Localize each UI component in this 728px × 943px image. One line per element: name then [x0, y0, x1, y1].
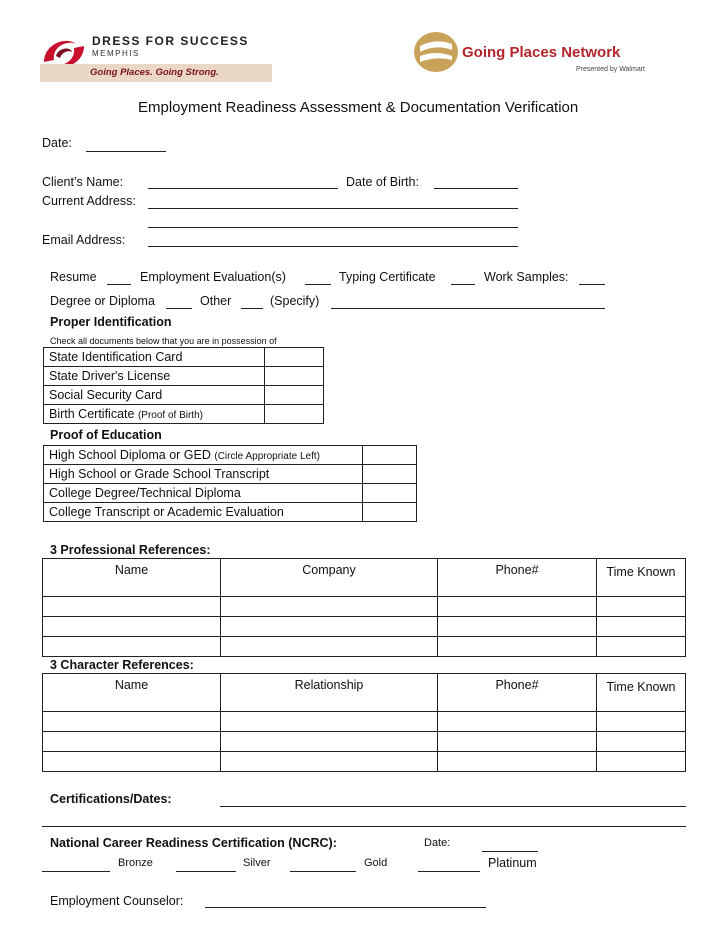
table-header-row: [43, 559, 686, 597]
id-item: State Driver's License: [44, 367, 265, 386]
table-row: [44, 386, 324, 405]
table-row: [43, 732, 686, 752]
specify-label: (Specify): [270, 294, 320, 308]
gpn-emblem-icon: [412, 30, 460, 74]
silver-label: Silver: [243, 857, 271, 869]
address-field-1[interactable]: [148, 208, 518, 209]
edu-item: High School Diploma or GED: [49, 448, 211, 462]
dfs-sub: MEMPHIS: [92, 49, 140, 58]
work-samples-blank[interactable]: [579, 284, 605, 285]
platinum-blank[interactable]: [418, 871, 480, 872]
birth-note: (Proof of Birth): [137, 410, 203, 421]
col-company: Company: [221, 559, 438, 597]
proper-id-heading: Proper Identification: [50, 315, 172, 329]
col-phone: Phone#: [438, 674, 597, 712]
edu-check-box[interactable]: [363, 503, 417, 522]
address-field-2[interactable]: [148, 227, 518, 228]
address-label: Current Address:: [42, 194, 136, 208]
ncrc-date-field[interactable]: [482, 851, 538, 852]
dob-label: Date of Birth:: [346, 175, 419, 189]
counselor-label: Employment Counselor:: [50, 894, 184, 908]
email-label: Email Address:: [42, 233, 126, 247]
table-row: [43, 712, 686, 732]
gpn-brand: Going Places Network: [462, 44, 621, 61]
table-row: [44, 465, 417, 484]
prof-refs-heading: 3 Professional References:: [50, 543, 211, 557]
degree-blank[interactable]: [166, 308, 192, 309]
col-relationship: Relationship: [221, 674, 438, 712]
dob-field[interactable]: [434, 188, 518, 189]
col-name: Name: [43, 674, 221, 712]
table-row: [44, 405, 324, 424]
education-table: [43, 445, 417, 522]
date-label: Date:: [42, 136, 72, 150]
silver-blank[interactable]: [176, 871, 236, 872]
table-row: [43, 617, 686, 637]
edu-item: High School or Grade School Transcript: [44, 465, 363, 484]
col-time-known: Time Known: [597, 559, 686, 597]
certs-label: Certifications/Dates:: [50, 792, 172, 806]
page-title: Employment Readiness Assessment & Documentation Verification: [138, 99, 579, 116]
col-name: Name: [43, 559, 221, 597]
section-divider: [42, 826, 686, 827]
prof-refs-table: [42, 558, 686, 657]
gold-blank[interactable]: [290, 871, 356, 872]
table-row: [44, 503, 417, 522]
table-row: [43, 597, 686, 617]
degree-label: Degree or Diploma: [50, 294, 155, 308]
specify-field[interactable]: [331, 308, 605, 309]
edu-check-box[interactable]: [363, 465, 417, 484]
going-places-network-logo: [412, 30, 660, 80]
id-item: State Identification Card: [44, 348, 265, 367]
table-header-row: [43, 674, 686, 712]
id-check-box[interactable]: [265, 405, 324, 424]
dfs-brand: DRESS FOR SUCCESS: [92, 34, 249, 48]
counselor-field[interactable]: [205, 907, 486, 908]
platinum-label: Platinum: [488, 856, 537, 870]
ncrc-label: National Career Readiness Certification (NCRC):: [50, 836, 337, 850]
work-samples-label: Work Samples:: [484, 270, 569, 284]
table-row: [44, 446, 417, 465]
id-check-box[interactable]: [265, 367, 324, 386]
ncrc-date-label: Date:: [424, 837, 451, 849]
bronze-label: Bronze: [118, 857, 153, 869]
edu-item-cell: [44, 446, 363, 465]
date-field[interactable]: [86, 151, 166, 152]
typing-label: Typing Certificate: [339, 270, 436, 284]
email-field[interactable]: [148, 246, 518, 247]
table-row: [43, 637, 686, 657]
dfs-tagline: Going Places. Going Strong.: [90, 67, 219, 78]
proper-id-note: Check all documents below that you are in possession of: [50, 336, 277, 346]
table-row: [44, 367, 324, 386]
gpn-presented: Presented by Walmart: [576, 66, 645, 73]
certs-field[interactable]: [220, 806, 686, 807]
id-item: Social Security Card: [44, 386, 265, 405]
other-blank[interactable]: [241, 308, 263, 309]
id-check-box[interactable]: [265, 348, 324, 367]
edu-item: College Degree/Technical Diploma: [44, 484, 363, 503]
id-check-box[interactable]: [265, 386, 324, 405]
resume-blank[interactable]: [107, 284, 131, 285]
char-refs-table: [42, 673, 686, 772]
edu-item: College Transcript or Academic Evaluation: [44, 503, 363, 522]
resume-label: Resume: [50, 270, 97, 284]
table-row: [44, 348, 324, 367]
proper-id-table: [43, 347, 324, 424]
edu-check-box[interactable]: [363, 484, 417, 503]
dress-for-success-logo: [40, 30, 272, 82]
col-phone: Phone#: [438, 559, 597, 597]
ged-note: (Circle Appropriate Left): [214, 451, 320, 462]
bronze-blank[interactable]: [42, 871, 110, 872]
employment-eval-blank[interactable]: [305, 284, 331, 285]
education-heading: Proof of Education: [50, 428, 162, 442]
other-label: Other: [200, 294, 232, 308]
client-name-label: Client’s Name:: [42, 175, 124, 189]
client-name-field[interactable]: [148, 188, 338, 189]
id-item-cell: [44, 405, 265, 424]
col-time-known: Time Known: [597, 674, 686, 712]
employment-eval-label: Employment Evaluation(s): [140, 270, 286, 284]
table-row: [44, 484, 417, 503]
typing-blank[interactable]: [451, 284, 475, 285]
edu-check-box[interactable]: [363, 446, 417, 465]
gold-label: Gold: [364, 857, 388, 869]
id-item: Birth Certificate: [49, 407, 135, 421]
table-row: [43, 752, 686, 772]
char-refs-heading: 3 Character References:: [50, 658, 194, 672]
